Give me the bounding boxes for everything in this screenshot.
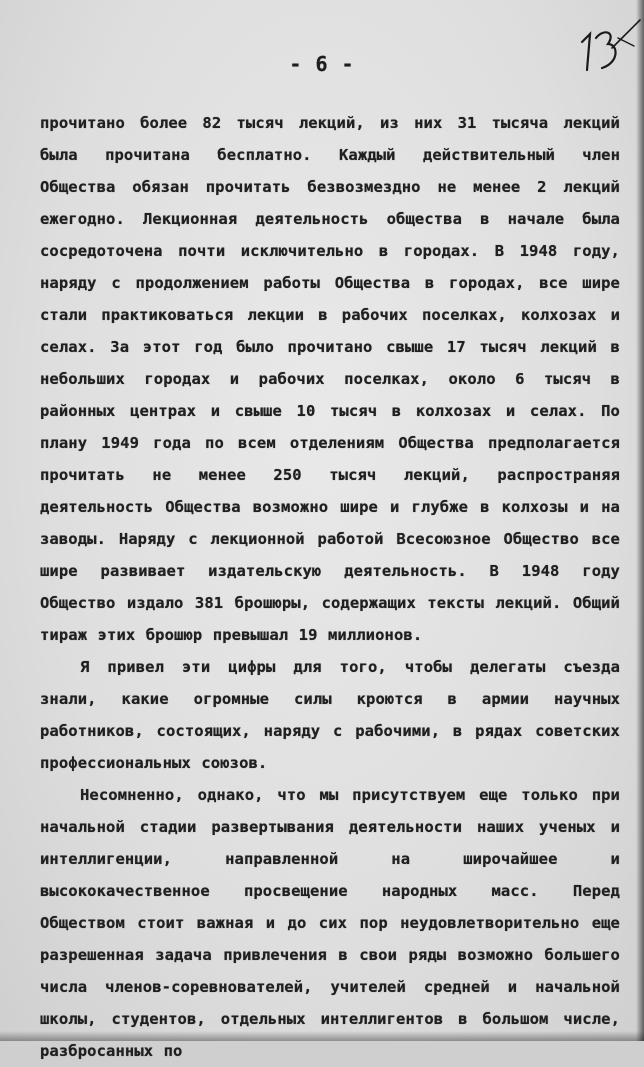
document-body — [40, 107, 620, 1067]
scan-edge-shadow — [636, 0, 644, 1041]
paragraph-3: Несомненно, однако, что мы присутствуем еще только при начальной стадии развертывания деятельности наших ученых и интеллигенции, направленной на широчайшее и высококачественное просвещение народных масс. Перед Обществом стоит важная и до сих пор неудовлетворительно еще разрешенная задача привлечения в свои ряды возможно большего числа членов-соревнователей, учителей средней и начальной школы, студентов, отдельных интеллигентов в большом числе, разбросанных по — [40, 786, 620, 1060]
page-number: - 6 - — [289, 52, 355, 76]
scan-bottom-shadow — [0, 1031, 644, 1041]
paragraph-2: Я привел эти цифры для того, чтобы делегаты съезда знали, какие огромные силы кроются в армии научных работников, состоящих, наряду с рабочими, в рядах советских профессиональных союзов. — [40, 658, 620, 772]
paragraph-1: прочитано более 82 тысяч лекций, из них 31 тысяча лекций была прочитана бесплатно. Каждый действительный член Общества обязан прочитать безвозмездно не менее 2 лекций ежегодно. Лекционная деятельность общества в начале была сосредоточена почти исключительно в городах. В 1948 году, наряду с продолжением работы Общества в городах, все шире стали практиковаться лекции в рабочих поселках, колхозах и селах. За этот год было прочитано свыше 17 тысяч лекций в небольших городах и рабочих поселках, около 6 тысяч в районных центрах и свыше 10 тысяч в колхозах и селах. По плану 1949 года по всем отделениям Общества предполагается прочитать не менее 250 тысяч лекций, распространяя деятельность Общества возможно шире и глубже в колхозы и на заводы. Наряду с лекционной работой Всесоюзное Общество все шире развивает издательскую деятельность. В 1948 году Общество издало 381 брошюры, содержащих тексты лекций. Общий тираж этих брошюр превышал 19 миллионов. — [40, 114, 620, 644]
archive-number-handwriting-icon — [574, 18, 644, 88]
archive-number-handwritten — [574, 18, 644, 88]
